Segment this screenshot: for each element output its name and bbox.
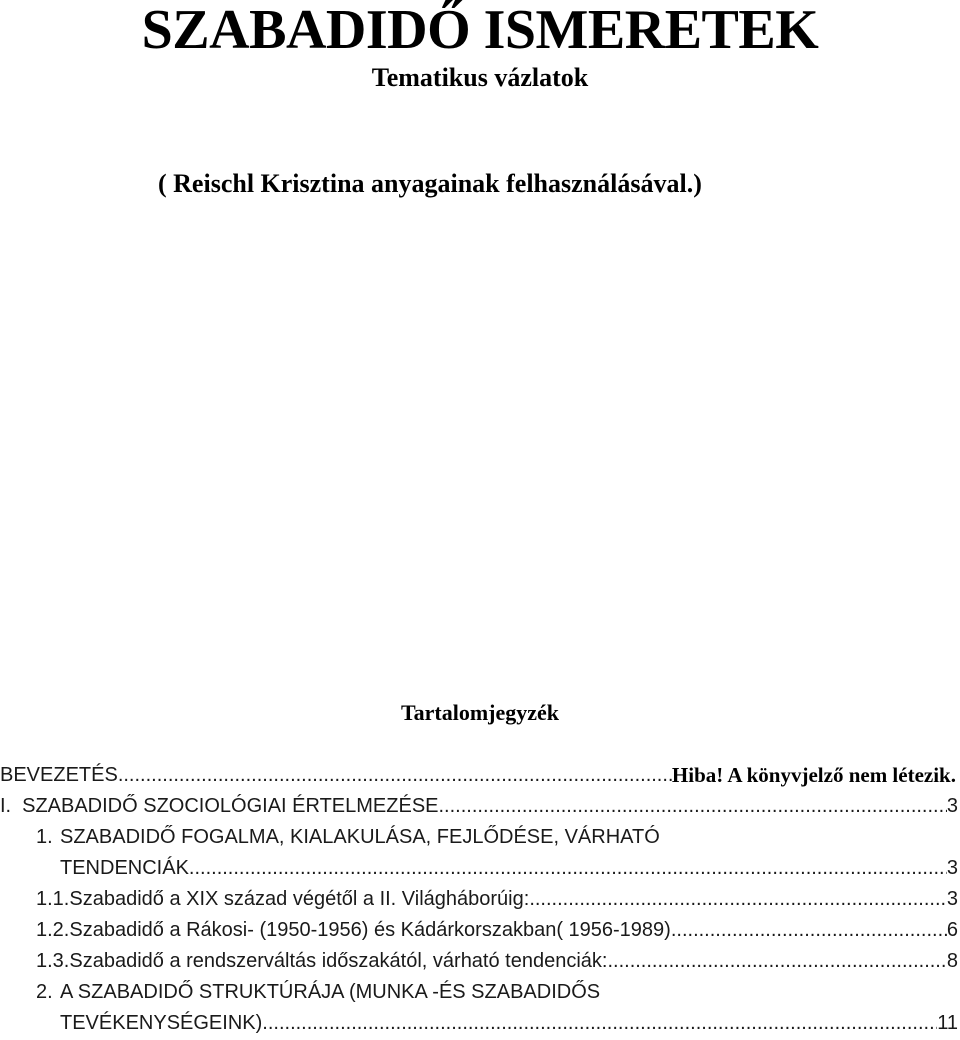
toc-entry-text: A SZABADIDŐ STRUKTÚRÁJA (MUNKA -ÉS SZABADIDŐS xyxy=(60,981,601,1003)
toc-entry-section-i[interactable] xyxy=(0,791,958,822)
toc-entry-1-2[interactable] xyxy=(36,915,958,946)
toc-entry-text: SZABADIDŐ FOGALMA, KIALAKULÁSA, FEJLŐDÉSE, VÁRHATÓ xyxy=(60,826,660,848)
toc-entry-page: 3 xyxy=(946,888,958,910)
toc-entry-number: 2. xyxy=(36,981,53,1003)
toc-leader xyxy=(607,946,946,977)
toc-heading: Tartalomjegyzék xyxy=(400,700,560,725)
toc-entry-bevezetes[interactable] xyxy=(0,760,956,791)
toc-entry-1-1[interactable] xyxy=(36,884,958,915)
toc-entry-page: 8 xyxy=(946,950,958,972)
page-title: SZABADIDŐ ISMERETEK xyxy=(141,0,819,61)
toc-leader xyxy=(118,760,672,791)
toc-entry-page: 3 xyxy=(946,795,958,817)
page-subtitle: Tematikus vázlatok xyxy=(371,63,589,92)
toc-entry-number: I. xyxy=(0,795,12,817)
toc-entry-text: BEVEZETÉS xyxy=(0,764,118,786)
toc-entry-text-continued: TEVÉKENYSÉGEINK) xyxy=(60,1012,263,1034)
toc-entry-number: 1.2. xyxy=(36,919,70,941)
toc-entry-text: SZABADIDŐ SZOCIOLÓGIAI ÉRTELMEZÉSE xyxy=(22,795,439,817)
toc-entry-2[interactable] xyxy=(36,977,956,1008)
toc-entry-1[interactable] xyxy=(36,822,956,853)
toc-entry-text-continued: TENDENCIÁK xyxy=(60,857,189,879)
toc-entry-page: 11 xyxy=(937,1012,958,1034)
toc-entry-page: 3 xyxy=(946,857,958,879)
toc-entry-text: Szabadidő a XIX század végétől a II. Világháborúig: xyxy=(69,888,530,910)
toc-entry-number: 1. xyxy=(36,826,53,848)
toc-leader xyxy=(529,884,947,915)
toc-entry-2-continued[interactable] xyxy=(60,1008,958,1039)
toc-leader xyxy=(671,915,947,946)
toc-entry-page: 6 xyxy=(946,919,958,941)
toc-entry-number: 1.3. xyxy=(36,950,70,972)
toc-leader xyxy=(439,791,947,822)
toc-leader xyxy=(262,1008,937,1039)
toc-entry-page: Hiba! A könyvjelző nem létezik. xyxy=(671,763,956,787)
toc-entry-1-3[interactable] xyxy=(36,946,958,977)
toc-entry-1-continued[interactable] xyxy=(60,853,958,884)
toc-entry-number: 1.1. xyxy=(36,888,70,910)
toc-leader xyxy=(189,853,947,884)
toc-entry-text: Szabadidő a rendszerváltás időszakától, várható tendenciák: xyxy=(69,950,608,972)
toc-entry-text: Szabadidő a Rákosi- (1950-1956) és Kádárkorszakban( 1956-1989) xyxy=(69,919,671,941)
credit-line: ( Reischl Krisztina anyagainak felhasználásával.) xyxy=(158,169,702,198)
